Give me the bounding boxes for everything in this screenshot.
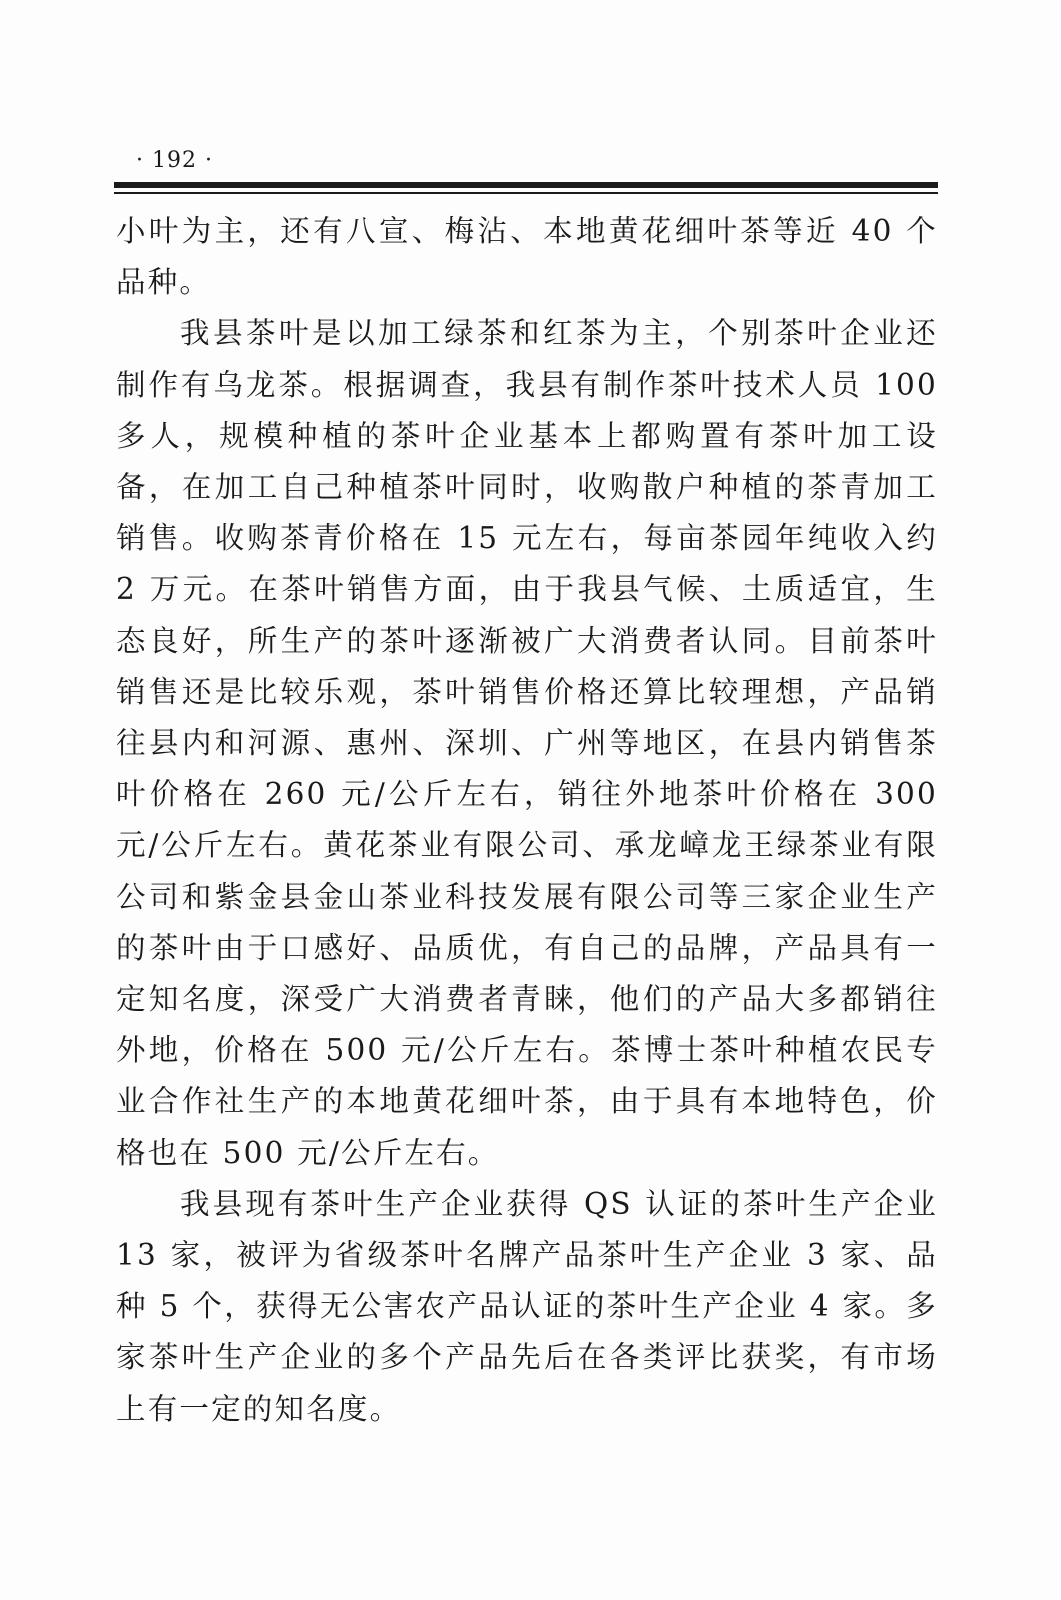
paragraph-tea-processing-and-sales: 我县茶叶是以加工绿茶和红茶为主，个别茶叶企业还制作有乌龙茶。根据调查，我县有制作茶叶技术人员 100 多人，规模种植的茶叶企业基本上都购置有茶叶加工设备，在加工自己种植茶叶同时，收购散户种植的茶青加工销售。收购茶青价格在 15 元左右，每亩茶园年纯收入约 2 万元。在茶叶销售方面，由于我县气候、土质适宜，生态良好，所生产的茶叶逐渐被广大消费者认同。目前茶叶销售还是比较乐观，茶叶销售价格还算比较理想，产品销往县内和河源、惠州、深圳、广州等地区，在县内销售茶叶价格在 260 元/公斤左右，销往外地茶叶价格在 300 元/公斤左右。黄花茶业有限公司、承龙嶂龙王绿茶业有限公司和紫金县金山茶业科技发展有限公司等三家企业生产的茶叶由于口感好、品质优，有自己的品牌，产品具有一定知名度，深受广大消费者青睐，他们的产品大多都销往外地，价格在 500 元/公斤左右。茶博士茶叶种植农民专业合作社生产的本地黄花细叶茶，由于具有本地特色，价格也在 500 元/公斤左右。 <box>116 316 938 1170</box>
header-rule-thin <box>114 192 938 194</box>
body-text <box>116 206 938 1435</box>
page-header <box>118 146 938 176</box>
page-number: · 192 · <box>136 148 213 173</box>
paragraph-certifications: 我县现有茶叶生产企业获得 QS 认证的茶叶生产企业 13 家，被评为省级茶叶名牌产品茶叶生产企业 3 家、品种 5 个，获得无公害农产品认证的茶叶生产企业 4 家。多家茶叶生产企业的多个产品先后在各类评比获奖，有市场上有一定的知名度。 <box>116 1186 938 1426</box>
paragraph-continuation: 小叶为主，还有八宣、梅沾、本地黄花细叶茶等近 40 个品种。 <box>116 214 938 300</box>
header-rule-thick <box>114 182 938 188</box>
